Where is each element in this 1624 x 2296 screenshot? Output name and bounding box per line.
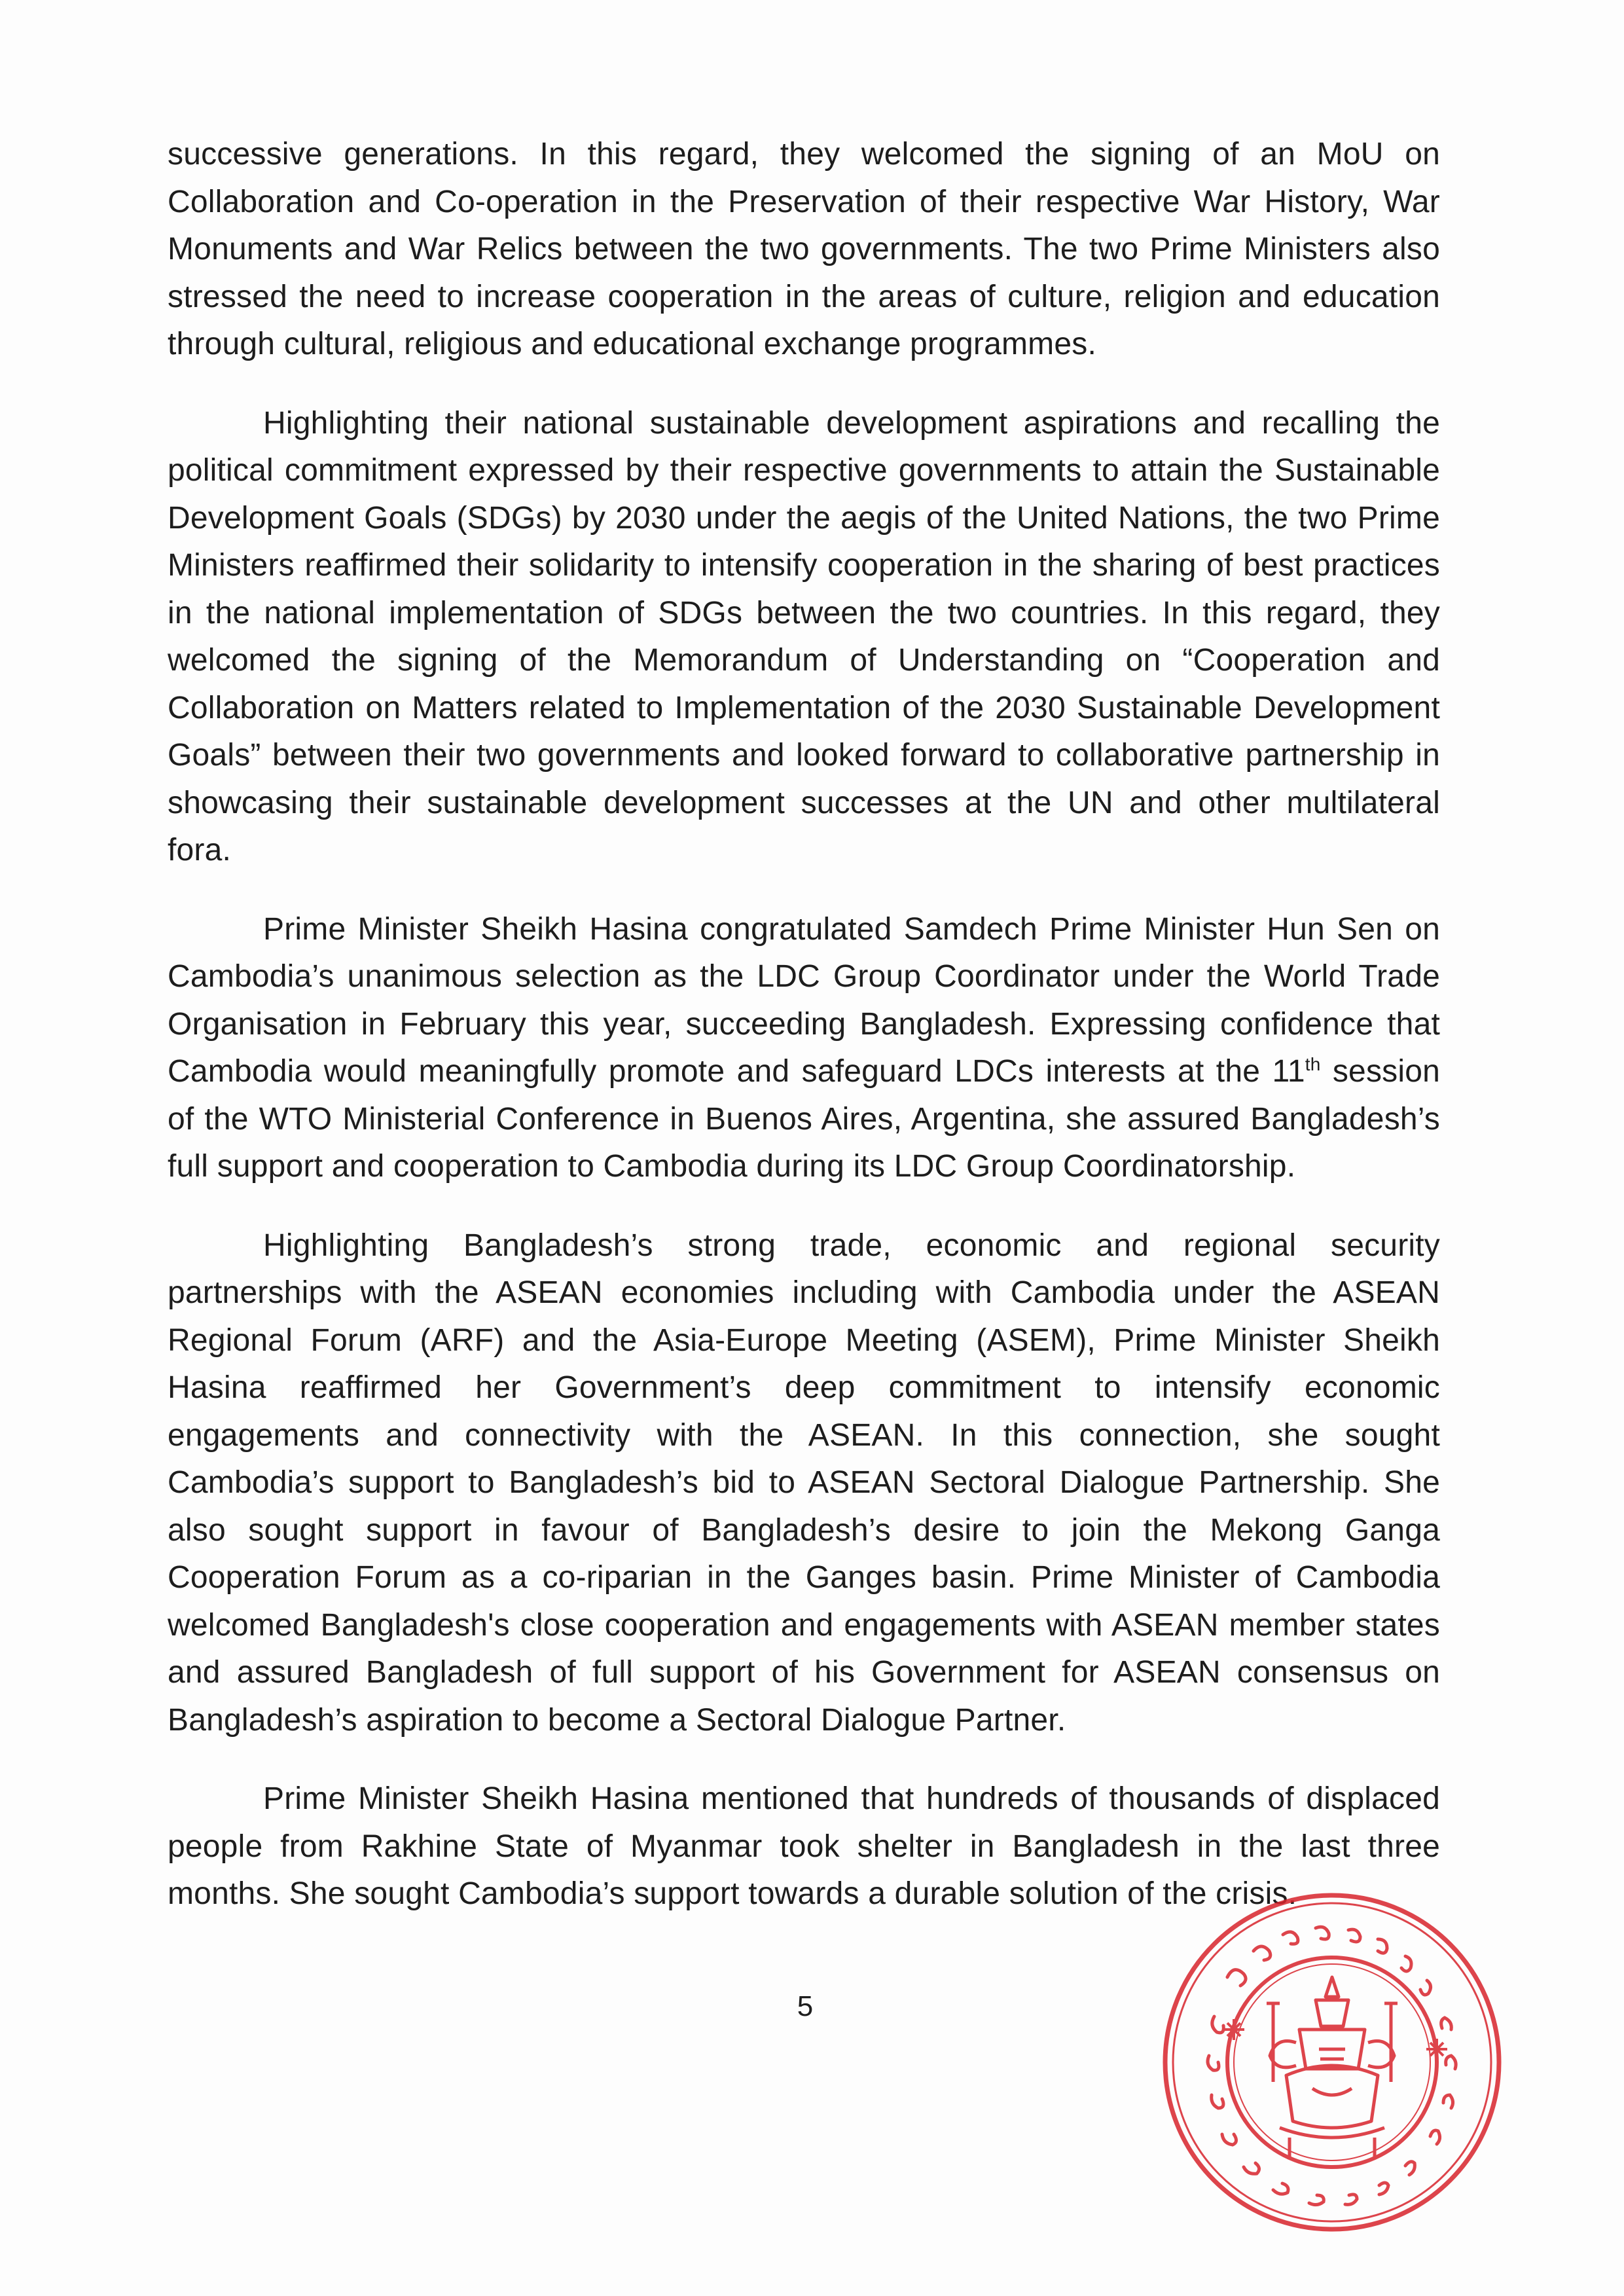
paragraph-4: Highlighting Bangladesh’s strong trade, economic and regional security partnerships with the ASEAN economies including with Cambodia under the ASEAN Regional Forum (ARF) and the Asia-Europe Meeting (ASEM), Prime Minister Sheikh Hasina reaffirmed her Government’s deep commitment to intensify economic engagements and connectivity with the ASEAN. In this connection, she sought Cambodia’s support to Bangladesh’s bid to ASEAN Sectoral Dialogue Partnership. She also sought support in favour of Bangladesh’s desire to join the Mekong Ganga Cooperation Forum as a co-riparian in the Ganges basin. Prime Minister of Cambodia welcomed Bangladesh's close cooperation and engagements with ASEAN member states and assured Bangladesh of full support of his Government for ASEAN consensus on Bangladesh’s aspiration to become a Sectoral Dialogue Partner. — [168, 1228, 1440, 1738]
paragraph-1: successive generations. In this regard, they welcomed the signing of an MoU on Collaboration and Co-operation in the Preservation of their respective War History, War Monuments and War Relics between the two governments. The two Prime Ministers also stressed the need to increase cooperation in the areas of culture, religion and education through cultural, religious and educational exchange programmes. — [168, 137, 1440, 361]
paragraph-3 — [168, 906, 1440, 1191]
paragraph-5: Prime Minister Sheikh Hasina mentioned that hundreds of thousands of displaced people from Rakhine State of Myanmar took shelter in Bangladesh in the last three months. She sought Cambodia’s support towards a durable solution of the crisis. — [168, 1781, 1440, 1911]
royal-seal-icon — [1149, 1879, 1515, 2246]
seal-graphic — [1149, 1879, 1515, 2246]
paragraph-2: Highlighting their national sustainable development aspirations and recalling the political commitment expressed by their respective governments to attain the Sustainable Development Goals (SDGs) by 2030 under the aegis of the United Nations, the two Prime Ministers reaffirmed their solidarity to intensify cooperation in the sharing of best practices in the national implementation of SDGs between the two countries. In this regard, they welcomed the signing of the Memorandum of Understanding on “Cooperation and Collaboration on Matters related to Implementation of the 2030 Sustainable Development Goals” between their two governments and looked forward to collaborative partnership in showcasing their sustainable development successes at the UN and other multilateral fora. — [168, 405, 1440, 867]
ordinal-superscript: th — [1305, 1054, 1321, 1074]
paragraph-3-part-1: Prime Minister Sheikh Hasina congratulated Samdech Prime Minister Hun Sen on Cambodia’s unanimous selection as the LDC Group Coordinator under the World Trade Organisation in February this year, succeeding Bangladesh. Expressing confidence that Cambodia would meaningfully promote and safeguard LDCs interests at the 11 — [168, 911, 1440, 1089]
paragraph-3-part-2: session of the WTO Ministerial Conference in Buenos Aires, Argentina, she assured Bangladesh’s full support and cooperation to Cambodia during its LDC Group Coordinatorship. — [168, 1054, 1441, 1184]
document-body — [168, 131, 1440, 1950]
page-number: 5 — [797, 1990, 814, 2022]
